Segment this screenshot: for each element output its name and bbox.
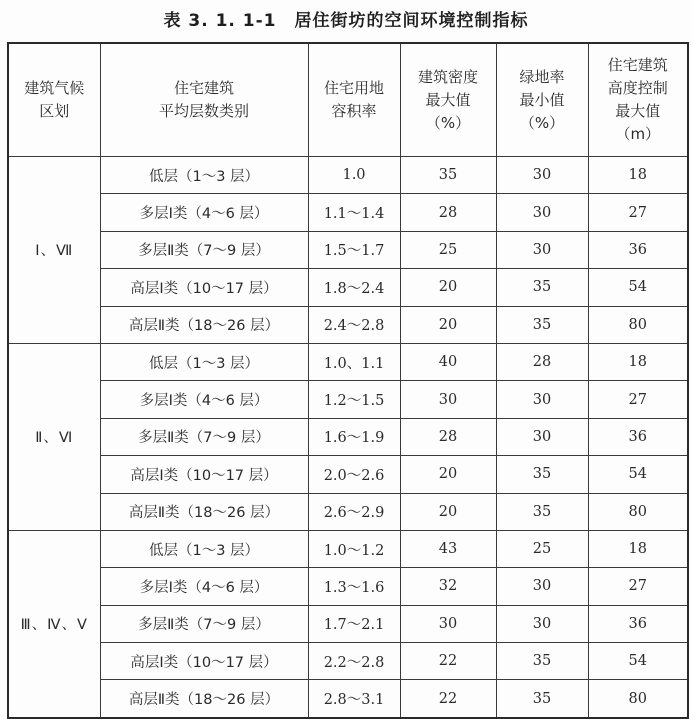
far-cell: 1.6～1.9 <box>308 418 400 455</box>
table-row <box>8 530 688 567</box>
density-cell: 22 <box>400 643 496 680</box>
table-row <box>8 269 688 306</box>
height-cell: 80 <box>588 493 688 530</box>
table-header-row <box>8 43 688 157</box>
density-cell: 20 <box>400 306 496 343</box>
density-cell: 43 <box>400 530 496 567</box>
density-cell: 35 <box>400 157 496 194</box>
header-floor-area-ratio <box>308 43 400 157</box>
header-climate-zone <box>8 43 100 157</box>
far-cell: 2.0～2.6 <box>308 456 400 493</box>
green-cell: 35 <box>496 680 588 718</box>
height-cell: 54 <box>588 456 688 493</box>
header-line: 住宅建筑 <box>607 56 668 74</box>
header-line: 平均层数类别 <box>158 102 249 120</box>
height-cell: 80 <box>588 306 688 343</box>
height-cell: 18 <box>588 530 688 567</box>
far-cell: 2.2～2.8 <box>308 643 400 680</box>
header-line: 最大值 <box>425 90 471 109</box>
green-cell: 35 <box>496 643 588 680</box>
climate-zone-cell: Ⅱ、Ⅵ <box>8 343 100 530</box>
climate-zone-cell: Ⅰ、Ⅶ <box>8 157 100 344</box>
table-row <box>8 157 688 194</box>
header-line: 绿地率 <box>519 67 565 86</box>
density-cell: 30 <box>400 381 496 418</box>
green-cell: 35 <box>496 456 588 493</box>
green-cell: 35 <box>496 306 588 343</box>
density-cell: 20 <box>400 493 496 530</box>
header-green-ratio <box>496 43 588 157</box>
header-floor-category <box>100 43 308 157</box>
category-cell: 多层Ⅰ类（4～6 层） <box>100 194 308 231</box>
header-line: 住宅建筑 <box>173 79 234 97</box>
green-cell: 25 <box>496 530 588 567</box>
far-cell: 2.6～2.9 <box>308 493 400 530</box>
header-line: 建筑气候 <box>24 79 85 97</box>
height-cell: 54 <box>588 643 688 680</box>
table-title: 表 3. 1. 1-1 居住街坊的空间环境控制指标 <box>163 11 529 31</box>
category-cell: 多层Ⅰ类（4～6 层） <box>100 381 308 418</box>
category-cell: 高层Ⅱ类（18～26 层） <box>100 680 308 718</box>
table-row <box>8 306 688 343</box>
far-cell: 1.0 <box>308 157 400 194</box>
height-cell: 54 <box>588 269 688 306</box>
green-cell: 30 <box>496 381 588 418</box>
header-line: （m） <box>615 125 661 143</box>
header-line: 最小值 <box>519 90 565 109</box>
height-cell: 36 <box>588 418 688 455</box>
green-cell: 30 <box>496 568 588 605</box>
density-cell: 32 <box>400 568 496 605</box>
header-line: 区划 <box>39 102 70 120</box>
far-cell: 1.0、1.1 <box>308 343 400 380</box>
density-cell: 22 <box>400 680 496 718</box>
category-cell: 高层Ⅰ类（10～17 层） <box>100 643 308 680</box>
green-cell: 30 <box>496 418 588 455</box>
far-cell: 1.2～1.5 <box>308 381 400 418</box>
climate-zone-cell: Ⅲ、Ⅳ、Ⅴ <box>8 530 100 717</box>
height-cell: 27 <box>588 381 688 418</box>
table-row <box>8 418 688 455</box>
density-cell: 20 <box>400 269 496 306</box>
green-cell: 30 <box>496 605 588 642</box>
density-cell: 28 <box>400 194 496 231</box>
category-cell: 多层Ⅱ类（7～9 层） <box>100 231 308 268</box>
category-cell: 多层Ⅱ类（7～9 层） <box>100 418 308 455</box>
density-cell: 40 <box>400 343 496 380</box>
green-cell: 30 <box>496 194 588 231</box>
table-row <box>8 343 688 380</box>
table-row <box>8 605 688 642</box>
green-cell: 28 <box>496 343 588 380</box>
header-line: 容积率 <box>331 102 377 120</box>
header-line: （%） <box>519 113 565 132</box>
category-cell: 多层Ⅰ类（4～6 层） <box>100 568 308 605</box>
category-cell: 高层Ⅰ类（10～17 层） <box>100 269 308 306</box>
green-cell: 30 <box>496 231 588 268</box>
category-cell: 高层Ⅱ类（18～26 层） <box>100 493 308 530</box>
category-cell: 高层Ⅰ类（10～17 层） <box>100 456 308 493</box>
height-cell: 27 <box>588 568 688 605</box>
height-cell: 36 <box>588 231 688 268</box>
density-cell: 20 <box>400 456 496 493</box>
table-row <box>8 568 688 605</box>
green-cell: 30 <box>496 157 588 194</box>
table-row <box>8 680 688 718</box>
table-row <box>8 194 688 231</box>
header-building-density <box>400 43 496 157</box>
table-row <box>8 493 688 530</box>
category-cell: 高层Ⅱ类（18～26 层） <box>100 306 308 343</box>
far-cell: 1.5～1.7 <box>308 231 400 268</box>
table-row <box>8 456 688 493</box>
spatial-control-table <box>7 42 689 719</box>
header-line: 高度控制 <box>607 79 668 97</box>
category-cell: 低层（1～3 层） <box>100 343 308 380</box>
density-cell: 28 <box>400 418 496 455</box>
header-line: 最大值 <box>615 102 661 120</box>
far-cell: 2.8～3.1 <box>308 680 400 718</box>
height-cell: 18 <box>588 343 688 380</box>
far-cell: 1.0～1.2 <box>308 530 400 567</box>
height-cell: 27 <box>588 194 688 231</box>
green-cell: 35 <box>496 269 588 306</box>
density-cell: 30 <box>400 605 496 642</box>
far-cell: 2.4～2.8 <box>308 306 400 343</box>
far-cell: 1.3～1.6 <box>308 568 400 605</box>
density-cell: 25 <box>400 231 496 268</box>
height-cell: 36 <box>588 605 688 642</box>
far-cell: 1.8～2.4 <box>308 269 400 306</box>
table-row <box>8 381 688 418</box>
header-height-limit <box>588 43 688 157</box>
category-cell: 低层（1～3 层） <box>100 530 308 567</box>
far-cell: 1.7～2.1 <box>308 605 400 642</box>
far-cell: 1.1～1.4 <box>308 194 400 231</box>
table-row <box>8 231 688 268</box>
category-cell: 多层Ⅱ类（7～9 层） <box>100 605 308 642</box>
table-row <box>8 643 688 680</box>
height-cell: 18 <box>588 157 688 194</box>
height-cell: 80 <box>588 680 688 718</box>
header-line: 建筑密度 <box>417 67 478 86</box>
header-line: （%） <box>425 113 471 132</box>
green-cell: 35 <box>496 493 588 530</box>
category-cell: 低层（1～3 层） <box>100 157 308 194</box>
header-line: 住宅用地 <box>323 79 384 97</box>
